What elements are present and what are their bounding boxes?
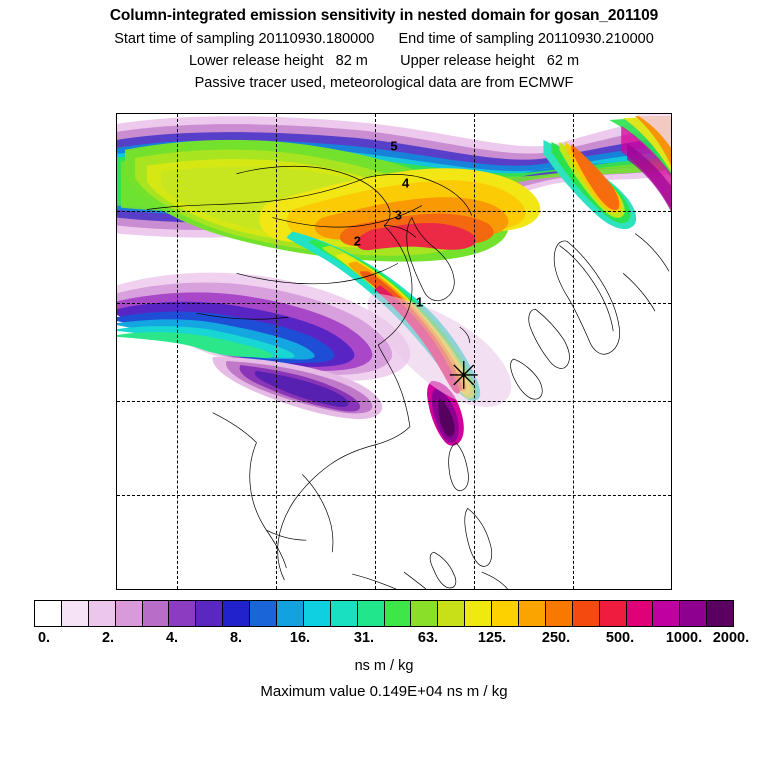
colorbar-tick-label: 8.: [229, 630, 243, 646]
colorbar-swatch: [627, 601, 654, 626]
colorbar-swatch: [304, 601, 331, 626]
colorbar-swatch: [492, 601, 519, 626]
colorbar-swatch: [385, 601, 412, 626]
colorbar-swatch: [546, 601, 573, 626]
colorbar-swatch: [573, 601, 600, 626]
colorbar-swatch: [277, 601, 304, 626]
colorbar-tick-label: 1000.: [665, 630, 703, 646]
colorbar-swatch: [223, 601, 250, 626]
colorbar-tick-label: 2000.: [712, 630, 750, 646]
colorbar-swatch: [250, 601, 277, 626]
figure-header: [0, 0, 768, 91]
colorbar-swatch: [680, 601, 707, 626]
colorbar-swatch: [600, 601, 627, 626]
colorbar-tick-label: 2.: [101, 630, 115, 646]
colorbar-swatch: [62, 601, 89, 626]
colorbar-tick-labels: [34, 630, 750, 650]
page-title: Column-integrated emission sensitivity in nested domain for gosan_201109: [109, 7, 659, 24]
colorbar-swatch: [465, 601, 492, 626]
colorbar-tick-label: 250.: [541, 630, 571, 646]
release-height-line: Lower release height 82 m Upper release height 62 m: [188, 53, 580, 69]
colorbar-swatch: [116, 601, 143, 626]
colorbar-swatch: [196, 601, 223, 626]
tracer-met-line: Passive tracer used, meteorological data are from ECMWF: [194, 75, 574, 91]
trajectory-label: 3: [394, 207, 403, 223]
colorbar-swatch: [331, 601, 358, 626]
map-panel: [116, 113, 672, 590]
colorbar-swatches: [34, 600, 734, 627]
colorbar-swatch: [707, 601, 733, 626]
colorbar-tick-label: 63.: [417, 630, 439, 646]
colorbar-swatch: [169, 601, 196, 626]
colorbar-unit-label: ns m / kg: [354, 658, 414, 674]
map-inner: [117, 114, 671, 589]
colorbar-swatch: [519, 601, 546, 626]
trajectory-label: 2: [353, 233, 362, 249]
maximum-value-label: Maximum value 0.149E+04 ns m / kg: [260, 683, 508, 700]
colorbar-swatch: [411, 601, 438, 626]
trajectory-labels: [117, 114, 671, 589]
colorbar-tick-label: 4.: [165, 630, 179, 646]
colorbar-swatch: [89, 601, 116, 626]
colorbar-swatch: [35, 601, 62, 626]
colorbar-tick-label: 500.: [605, 630, 635, 646]
colorbar-tick-label: 16.: [289, 630, 311, 646]
colorbar: [34, 600, 750, 674]
sampling-time-line: Start time of sampling 20110930.180000 End time of sampling 20110930.210000: [114, 31, 654, 47]
colorbar-swatch: [358, 601, 385, 626]
colorbar-swatch: [438, 601, 465, 626]
colorbar-tick-label: 125.: [477, 630, 507, 646]
colorbar-tick-label: 31.: [353, 630, 375, 646]
trajectory-label: 1: [415, 294, 424, 310]
colorbar-swatch: [143, 601, 170, 626]
trajectory-label: 5: [390, 138, 398, 154]
colorbar-swatch: [653, 601, 680, 626]
colorbar-tick-label: 0.: [37, 630, 51, 646]
trajectory-label: 4: [402, 175, 410, 191]
